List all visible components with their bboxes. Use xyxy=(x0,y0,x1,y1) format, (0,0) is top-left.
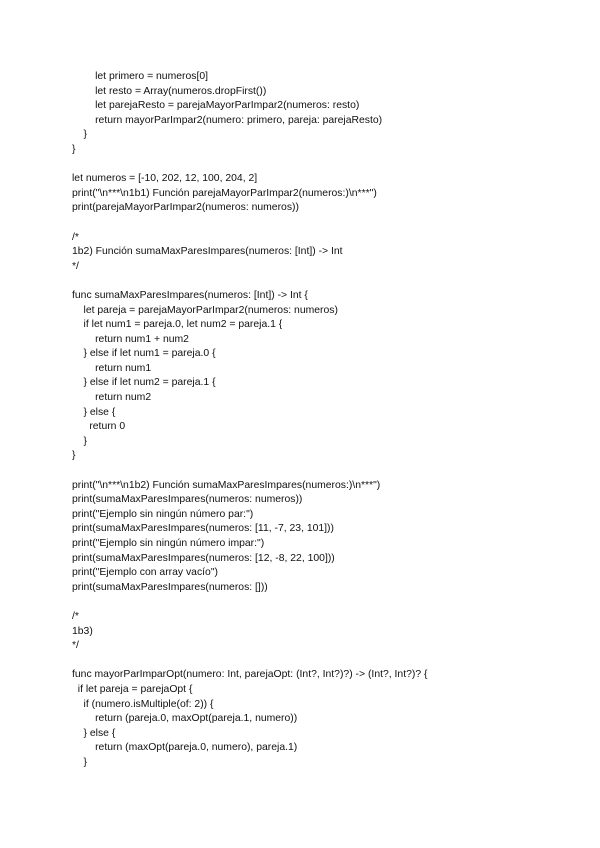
code-line: print(sumaMaxParesImpares(numeros: [11, -7, 23, 101])) xyxy=(72,523,334,535)
code-line xyxy=(72,654,572,669)
code-line: print(sumaMaxParesImpares(numeros: [])) xyxy=(72,581,268,593)
code-line: let primero = numeros[0] xyxy=(72,71,208,82)
code-line: print("\n***\n1b2) Función sumaMaxParesImpares(numeros:)\n***") xyxy=(72,479,381,491)
code-line: return 0 xyxy=(72,421,126,433)
code-line: print("Ejemplo sin ningún número par:") xyxy=(72,508,254,520)
code-line: return (maxOpt(pareja.0, numero), pareja.1) xyxy=(72,742,298,754)
code-line: return num2 xyxy=(72,392,152,404)
code-line xyxy=(72,216,572,231)
code-line: */ xyxy=(72,640,79,652)
code-line: return num1 xyxy=(72,362,152,374)
code-line: } xyxy=(72,450,76,462)
code-line xyxy=(72,595,572,610)
code-line: print(sumaMaxParesImpares(numeros: [12, -8, 22, 100])) xyxy=(72,552,335,564)
code-line: print("Ejemplo con array vacío") xyxy=(72,567,218,579)
code-line xyxy=(72,464,572,479)
code-line: let resto = Array(numeros.dropFirst()) xyxy=(72,85,267,97)
code-line: return mayorParImpar2(numero: primero, pareja: parejaResto) xyxy=(72,114,383,126)
code-line: } else { xyxy=(72,406,116,418)
code-line: let pareja = parejaMayorParImpar2(numeros: numeros) xyxy=(72,304,338,316)
code-line: /* xyxy=(72,610,79,622)
code-line: if (numero.isMultiple(of: 2)) { xyxy=(72,698,214,710)
code-line: func sumaMaxParesImpares(numeros: [Int]) -> Int { xyxy=(72,289,308,301)
code-line: } else { xyxy=(72,727,116,739)
code-line: } xyxy=(72,143,76,155)
code-line: let parejaResto = parejaMayorParImpar2(numeros: resto) xyxy=(72,100,360,112)
code-line: let numeros = [-10, 202, 12, 100, 204, 2] xyxy=(72,173,258,185)
code-line: */ xyxy=(72,260,79,272)
code-line xyxy=(72,274,572,289)
code-block xyxy=(72,70,572,771)
code-line: print(sumaMaxParesImpares(numeros: numeros)) xyxy=(72,494,303,506)
code-line: return num1 + num2 xyxy=(72,333,189,345)
code-line: print(parejaMayorParImpar2(numeros: numeros)) xyxy=(72,202,299,214)
code-line: } xyxy=(72,756,88,768)
code-line: } else if let num2 = pareja.1 { xyxy=(72,377,216,389)
code-line: /* xyxy=(72,231,79,243)
code-line: print("\n***\n1b1) Función parejaMayorParImpar2(numeros:)\n***") xyxy=(72,187,377,199)
code-line: if let pareja = parejaOpt { xyxy=(72,683,193,695)
code-line: if let num1 = pareja.0, let num2 = pareja.1 { xyxy=(72,319,283,331)
code-line: func mayorParImparOpt(numero: Int, parejaOpt: (Int?, Int?)?) -> (Int?, Int?)? { xyxy=(72,669,428,681)
code-line: } else if let num1 = pareja.0 { xyxy=(72,348,216,360)
code-line: 1b3) xyxy=(72,625,93,637)
code-line: print("Ejemplo sin ningún número impar:") xyxy=(72,538,265,549)
code-line: return (pareja.0, maxOpt(pareja.1, numero)) xyxy=(72,713,298,725)
code-line: } xyxy=(72,129,88,141)
code-line xyxy=(72,158,572,173)
code-line: } xyxy=(72,435,88,447)
code-line: 1b2) Función sumaMaxParesImpares(numeros: [Int]) -> Int xyxy=(72,246,343,258)
